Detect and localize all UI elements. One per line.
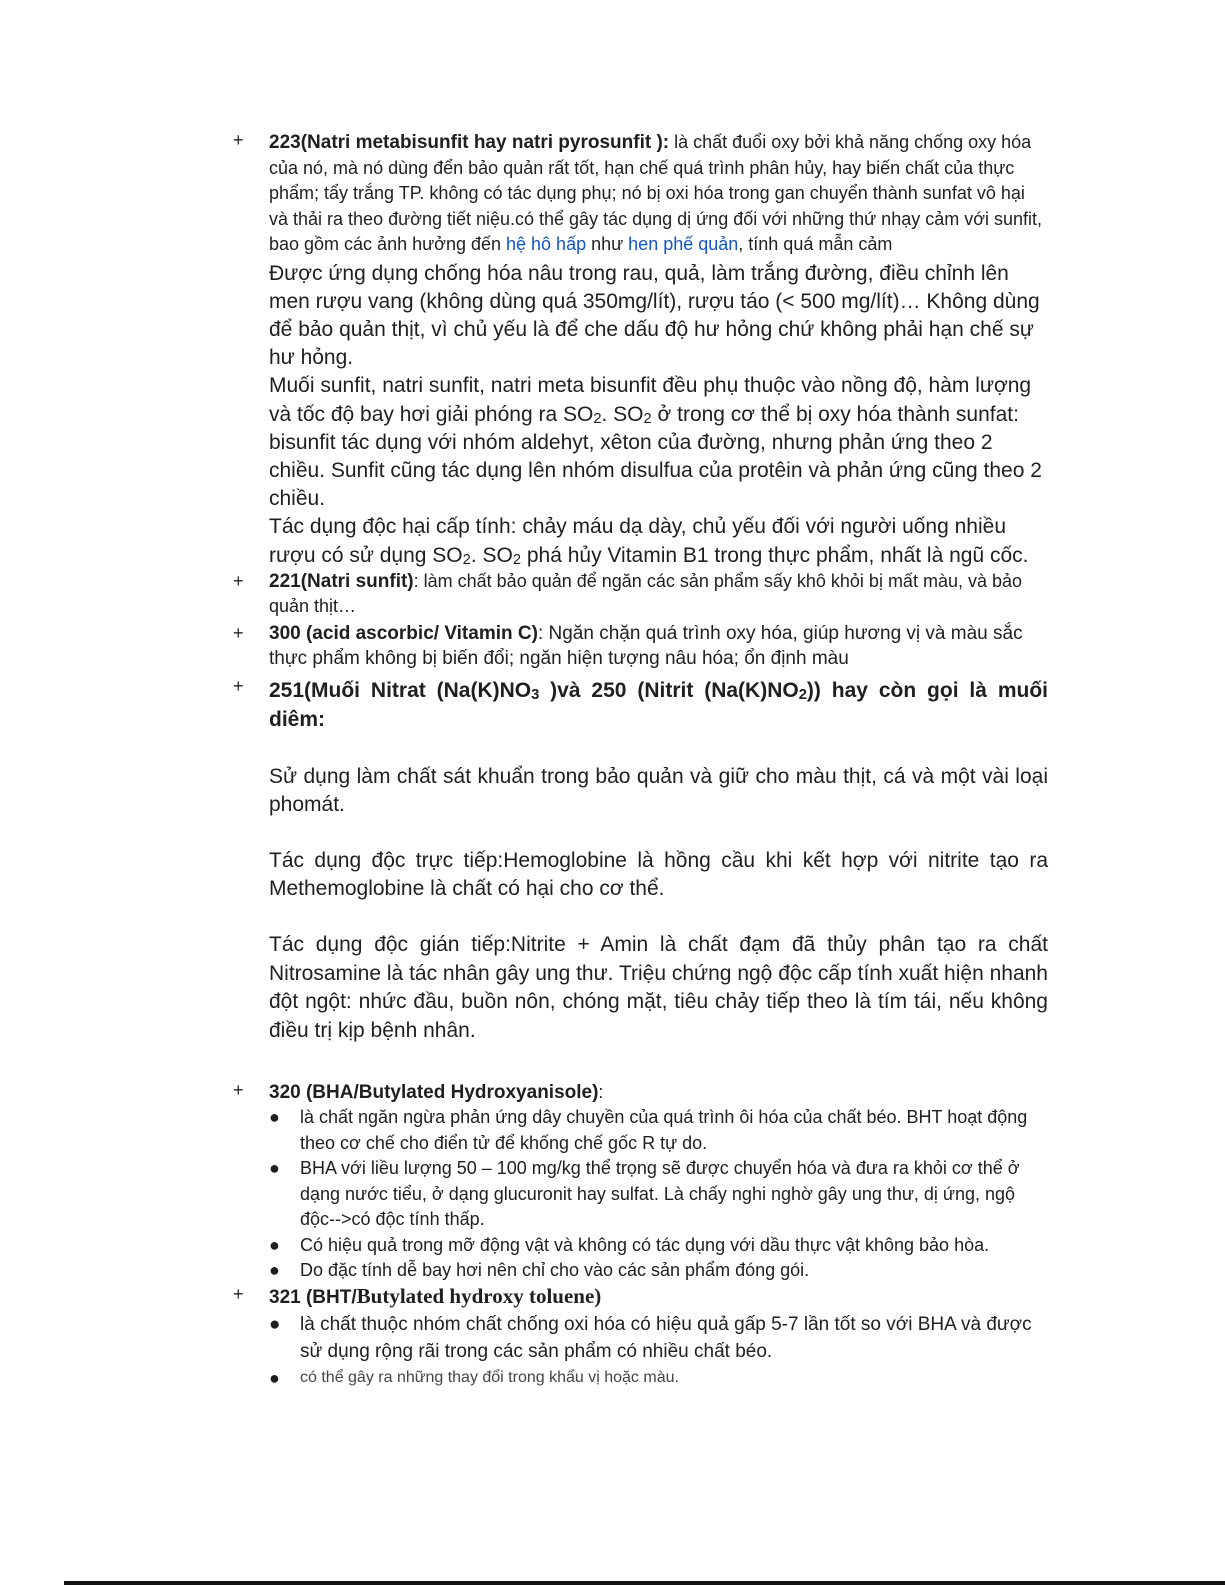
- page-bottom-rule: [64, 1581, 1225, 1585]
- text-run: . SO: [470, 543, 513, 567]
- list-item-text: là chất thuộc nhóm chất chống oxi hóa có hiệu quả gấp 5-7 lần tốt so với BHA và được sử dụng rộng rãi trong các sản phẩm có nhiều chất béo.: [300, 1314, 1032, 1362]
- additive-223-mechanism: [269, 372, 1048, 513]
- list-marker: +: [233, 1079, 244, 1100]
- additive-221-title: 221(Natri sunfit): [269, 570, 414, 592]
- list-item: [233, 1156, 1048, 1233]
- additive-300-title: 300 (acid ascorbic/ Vitamin C): [269, 622, 538, 644]
- list-item-text: Có hiệu quả trong mỡ động vật và không có tác dụng với dầu thực vật không bảo hòa.: [300, 1234, 990, 1255]
- list-item: [233, 1233, 1048, 1259]
- list-marker: +: [233, 1283, 244, 1304]
- list-item: [233, 1258, 1048, 1284]
- additive-300-desc: : Ngăn chặn quá trình oxy hóa, giúp hương vị và màu sắc thực phẩm không bị biến đổi; ngăn hiện tượng nâu hóa; ổn định màu: [269, 622, 1023, 670]
- bullet-icon: ●: [269, 1314, 281, 1336]
- subscript: 3: [531, 686, 540, 703]
- list-item-text: có thể gây ra những thay đổi trong khẩu vị hoặc màu.: [300, 1369, 679, 1387]
- additive-321: [233, 1284, 1048, 1311]
- additive-300: [233, 621, 1048, 672]
- list-item: [233, 1105, 1048, 1156]
- subscript: 2: [643, 410, 652, 427]
- additive-223-desc-2: như: [586, 234, 629, 254]
- additive-251-indirect-toxicity: Tác dụng độc gián tiếp:Nitrite + Amin là chất đạm đã thủy phân tạo ra chất Nitrosamine là tác nhân gây ung thư. Triệu chứng ngộ độc cấp tính xuất hiện nhanh đột ngột: nhức đầu, buồn nôn, chóng mặt, tiêu chảy tiếp theo là tím tái, nếu không điều trị kịp bệnh nhân.: [269, 932, 1048, 1043]
- subscript: 2: [512, 551, 521, 568]
- link-he-ho-hap[interactable]: hệ hô hấp: [506, 234, 587, 254]
- subscript: 2: [798, 686, 807, 703]
- additive-223-application: Được ứng dụng chống hóa nâu trong rau, quả, làm trắng đường, điều chỉnh lên men rượu vang (không dùng quá 350mg/lít), rượu táo (< 500 mg/lít)… Không dùng để bảo quản thịt, vì chủ yếu là để che dấu độ hư hỏng chứ không phải hạn chế sự hư hỏng.: [269, 261, 1040, 370]
- additive-320-colon: :: [598, 1081, 604, 1102]
- additive-221-desc: : làm chất bảo quản để ngăn các sản phẩm sấy khô khỏi bị mất màu, và bảo quản thịt…: [269, 570, 1023, 617]
- additive-251-usage: Sử dụng làm chất sát khuẩn trong bảo quản và giữ cho màu thịt, cá và một vài loại phomát.: [269, 764, 1048, 817]
- additive-223-summary: [269, 130, 1048, 258]
- additive-221: [233, 569, 1048, 620]
- text-run: phá hủy Vitamin B1 trong thực phẩm, nhất là ngũ cốc.: [521, 543, 1029, 567]
- bullet-icon: ●: [269, 1260, 280, 1281]
- list-marker: +: [233, 622, 244, 643]
- additive-223: [233, 130, 1048, 570]
- additive-251-direct-toxicity: Tác dụng độc trực tiếp:Hemoglobine là hồng cầu khi kết hợp với nitrite tạo ra Methemoglobine là chất có hại cho cơ thể.: [269, 848, 1048, 901]
- additive-321-title-a: 321 (BHT/: [269, 1286, 357, 1308]
- bullet-icon: ●: [269, 1234, 280, 1255]
- list-marker: +: [233, 675, 244, 696]
- additive-251-title: [269, 676, 1048, 734]
- additive-223-toxicity: [269, 513, 1048, 569]
- list-marker: +: [233, 570, 244, 591]
- additive-321-bullets: [233, 1312, 1048, 1391]
- additive-251-250: [233, 676, 1048, 1046]
- additive-223-title: 223(Natri metabisunfit hay natri pyrosunfit ):: [269, 132, 670, 153]
- additive-320: [233, 1080, 1048, 1106]
- document-body: [233, 130, 1048, 1391]
- list-item: [233, 1365, 1048, 1391]
- additive-320-bullets: [233, 1105, 1048, 1284]
- text-run: )và 250 (Nitrit (Na(K)NO: [539, 678, 799, 702]
- bullet-icon: ●: [269, 1107, 280, 1128]
- subscript: 2: [462, 551, 471, 568]
- list-marker: +: [233, 130, 244, 150]
- list-item-text: là chất ngăn ngừa phản ứng dây chuyền của quá trình ôi hóa của chất béo. BHT hoạt động theo cơ chế cho điển tử để khống chế gốc R tự do.: [300, 1107, 1028, 1153]
- text-run: . SO: [601, 402, 644, 426]
- text-run: )) hay còn gọi là muối diêm:: [269, 678, 1048, 731]
- additive-223-desc-1: là chất đuổi oxy bởi khả năng chống oxy hóa của nó, mà nó dùng đển bảo quản rất tốt, hạn chế quá trình phân hủy, hay biến chất của thực phẩm; tẩy trắng TP. không có tác dụng phụ; nó bị oxi hóa trong gan chuyển thành sunfat vô hại và thải ra theo đường tiết niệu.có thể gây tác dụng dị ứng đối với những thứ nhạy cảm với sunfit, bao gồm các ảnh hưởng đến: [269, 132, 1043, 254]
- text-run: Muối sunfit, natri sunfit, natri meta bisunfit đều phụ thuộc vào nồng độ, hàm lượng và tốc độ bay hơi giải phóng ra SO: [269, 374, 1032, 426]
- additive-223-desc-3: , tính quá mẫn cảm: [738, 234, 893, 254]
- list-item: [233, 1312, 1048, 1365]
- subscript: 2: [593, 410, 602, 427]
- bullet-icon: ●: [269, 1158, 280, 1179]
- bullet-icon: ●: [269, 1368, 280, 1389]
- text-run: 251(Muối Nitrat (Na(K)NO: [269, 678, 532, 702]
- link-hen-phe-quan[interactable]: hen phế quản: [628, 234, 739, 254]
- additive-320-title: 320 (BHA/Butylated Hydroxyanisole): [269, 1081, 599, 1103]
- text-run: Tác dụng độc hại cấp tính: chảy máu dạ dày, chủ yếu đối với người uống nhiều rượu có sử dụng SO: [269, 515, 1007, 567]
- list-item-text: Do đặc tính dễ bay hơi nên chỉ cho vào các sản phẩm đóng gói.: [300, 1260, 810, 1281]
- list-item-text: BHA với liều lượng 50 – 100 mg/kg thể trọng sẽ được chuyển hóa và đưa ra khỏi cơ thể ở dạng nước tiểu, ở dạng glucuronit hay sulfat. Là chấy nghi nghờ gây ung thư, dị ứng, ngộ độc-->có độc tính thấp.: [300, 1158, 1020, 1230]
- additive-321-title-b: Butylated hydroxy toluene): [356, 1283, 602, 1308]
- text-run: ở trong cơ thể bị oxy hóa thành sunfat: bisunfit tác dụng với nhóm aldehyt, xêton của đường, nhưng phản ứng theo 2 chiều. Sunfit cũng tác dụng lên nhóm disulfua của protêin và phản ứng cũng theo 2 chiều.: [269, 402, 1042, 511]
